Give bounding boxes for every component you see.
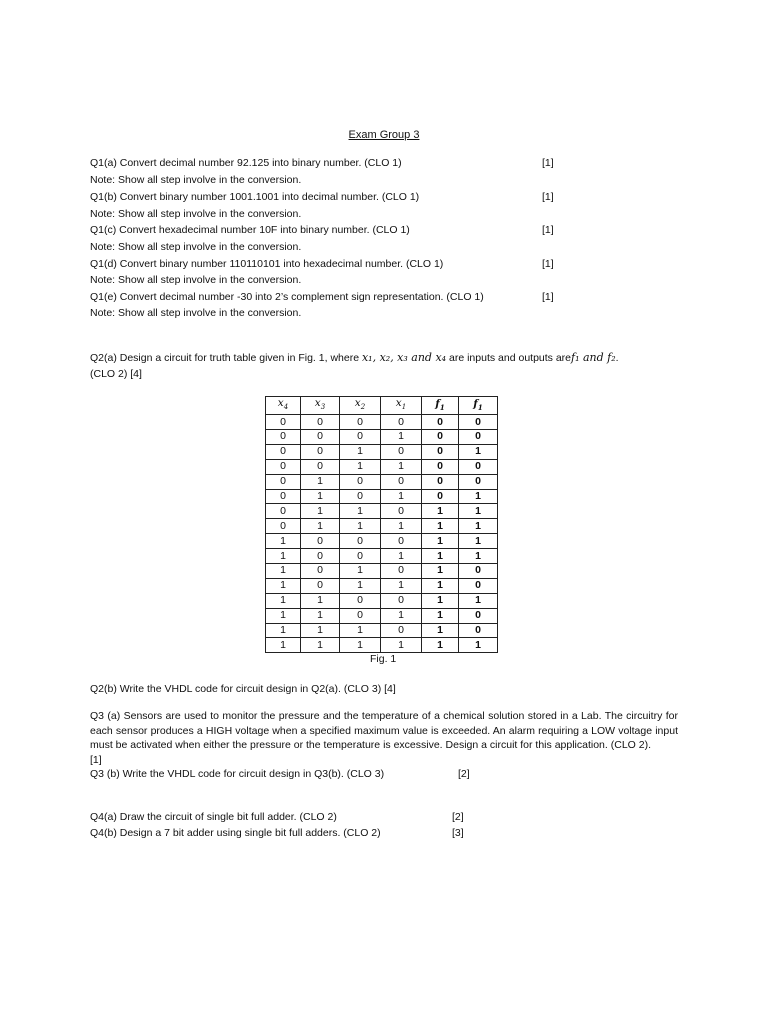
q4b-marks: [3]: [452, 827, 464, 839]
header-x2: [340, 397, 381, 415]
truth-table-cell: 1: [301, 593, 340, 608]
truth-table-cell: 1: [381, 459, 422, 474]
truth-table-header-row: [266, 397, 498, 415]
truth-table-cell: 0: [266, 459, 301, 474]
q1e-note: Note: Show all step involve in the conversion.: [90, 307, 302, 319]
truth-table-cell: 1: [301, 489, 340, 504]
truth-table-cell: 1: [301, 623, 340, 638]
truth-table-row: [266, 444, 498, 459]
truth-table-cell: 1: [301, 504, 340, 519]
truth-table-cell: 1: [422, 593, 459, 608]
truth-table-cell: 0: [340, 608, 381, 623]
truth-table-cell: 0: [459, 578, 498, 593]
q2a-line2: (CLO 2) [4]: [90, 368, 142, 380]
truth-table-cell: 0: [301, 564, 340, 579]
truth-table-cell: 0: [301, 534, 340, 549]
truth-table-cell: 1: [301, 474, 340, 489]
truth-table-cell: 1: [301, 608, 340, 623]
truth-table-cell: 1: [381, 489, 422, 504]
q1a-question: Q1(a) Convert decimal number 92.125 into binary number. (CLO 1): [90, 157, 402, 169]
truth-table-cell: 0: [381, 534, 422, 549]
header-f1-second: [459, 397, 498, 415]
truth-table-cell: 1: [422, 608, 459, 623]
q1d-marks: [1]: [542, 258, 554, 270]
truth-table-cell: 1: [266, 608, 301, 623]
truth-table-cell: 0: [381, 564, 422, 579]
truth-table-cell: 1: [266, 593, 301, 608]
truth-table-cell: 1: [340, 459, 381, 474]
truth-table-cell: 1: [459, 444, 498, 459]
truth-table-cell: 1: [266, 534, 301, 549]
truth-table-cell: 0: [381, 623, 422, 638]
truth-table-cell: 0: [266, 519, 301, 534]
truth-table-cell: 0: [301, 459, 340, 474]
header-x4: [266, 397, 301, 415]
truth-table-cell: 1: [340, 638, 381, 653]
truth-table-cell: 0: [266, 444, 301, 459]
q1a-marks: [1]: [542, 157, 554, 169]
truth-table-cell: 1: [266, 549, 301, 564]
truth-table-cell: 0: [422, 429, 459, 444]
truth-table-cell: 1: [459, 489, 498, 504]
q1a-note: Note: Show all step involve in the conversion.: [90, 174, 302, 186]
truth-table-row: [266, 608, 498, 623]
truth-table-cell: 1: [422, 578, 459, 593]
truth-table-cell: 1: [340, 519, 381, 534]
truth-table-cell: 1: [459, 519, 498, 534]
truth-table-cell: 0: [381, 444, 422, 459]
header-f1-text: $f_1$: [435, 397, 445, 412]
q1e-question: Q1(e) Convert decimal number -30 into 2’s complement sign representation. (CLO 1): [90, 291, 484, 303]
q4b-question: Q4(b) Design a 7 bit adder using single bit full adders. (CLO 2): [90, 827, 381, 839]
q2a-inputs: x₁, x₂, x₃ and x₄: [361, 351, 447, 364]
truth-table-row: [266, 415, 498, 430]
truth-table-cell: 0: [459, 459, 498, 474]
truth-table-cell: 0: [422, 444, 459, 459]
header-f1: [422, 397, 459, 415]
truth-table-cell: 1: [301, 519, 340, 534]
q1b-question: Q1(b) Convert binary number 1001.1001 into decimal number. (CLO 1): [90, 191, 420, 203]
truth-table-cell: 0: [340, 593, 381, 608]
q2a-prefix: Q2(a) Design a circuit for truth table given in Fig. 1, where: [90, 352, 362, 364]
truth-table-cell: 0: [381, 593, 422, 608]
truth-table-cell: 0: [266, 474, 301, 489]
truth-table-row: [266, 549, 498, 564]
q1c-marks: [1]: [542, 224, 554, 236]
truth-table-row: [266, 504, 498, 519]
truth-table-row: [266, 429, 498, 444]
truth-table-cell: 1: [340, 504, 381, 519]
truth-table-cell: 1: [459, 638, 498, 653]
truth-table-row: [266, 638, 498, 653]
truth-table-cell: 1: [381, 519, 422, 534]
q3a-question: [90, 709, 678, 767]
header-x3: [301, 397, 340, 415]
truth-table-cell: 0: [459, 623, 498, 638]
q2a-outputs: f₁ and f₂: [571, 351, 616, 364]
truth-table-row: [266, 474, 498, 489]
truth-table-cell: 1: [266, 623, 301, 638]
truth-table-row: [266, 459, 498, 474]
truth-table-cell: 0: [381, 474, 422, 489]
truth-table-cell: 1: [422, 549, 459, 564]
truth-table-row: [266, 564, 498, 579]
truth-table-cell: 0: [340, 429, 381, 444]
truth-table-cell: 0: [459, 474, 498, 489]
truth-table-cell: 0: [301, 429, 340, 444]
truth-table-cell: 1: [422, 534, 459, 549]
truth-table-cell: 0: [459, 415, 498, 430]
truth-table-cell: 1: [340, 564, 381, 579]
truth-table-cell: 1: [340, 578, 381, 593]
truth-table-cell: 0: [422, 474, 459, 489]
header-x2-text: $x_2$: [354, 397, 366, 412]
truth-table-cell: 1: [459, 504, 498, 519]
truth-table-cell: 0: [340, 474, 381, 489]
truth-table-cell: 1: [340, 444, 381, 459]
truth-table-cell: 1: [459, 534, 498, 549]
truth-table-cell: 1: [422, 519, 459, 534]
truth-table-cell: 1: [301, 638, 340, 653]
truth-table-cell: 0: [459, 564, 498, 579]
q1c-question: Q1(c) Convert hexadecimal number 10F into binary number. (CLO 1): [90, 224, 410, 236]
truth-table-cell: 1: [459, 549, 498, 564]
truth-table-row: [266, 578, 498, 593]
truth-table-cell: 0: [422, 415, 459, 430]
q1b-note: Note: Show all step involve in the conversion.: [90, 208, 302, 220]
truth-table-cell: 0: [340, 489, 381, 504]
q1b-marks: [1]: [542, 191, 554, 203]
truth-table-cell: 1: [381, 578, 422, 593]
truth-table-cell: 1: [340, 623, 381, 638]
truth-table-cell: 0: [340, 549, 381, 564]
truth-table-cell: 0: [459, 429, 498, 444]
q3a-text: Q3 (a) Sensors are used to monitor the pressure and the temperature of a chemical solution stored in a Lab. The circuitry for each sensor produces a HIGH voltage when a specified maximum value is exceeded. An alarm requiring a LOW voltage input must be activated when either the pressure or the temperature is excessive. Design a circuit for this application. (CLO 2).: [90, 710, 678, 751]
truth-table-cell: 0: [266, 504, 301, 519]
q1d-question: Q1(d) Convert binary number 110110101 into hexadecimal number. (CLO 1): [90, 258, 444, 270]
truth-table-cell: 0: [266, 415, 301, 430]
truth-table-cell: 1: [266, 564, 301, 579]
figure-caption: Fig. 1: [370, 653, 397, 665]
truth-table-cell: 1: [459, 593, 498, 608]
truth-table-cell: 0: [381, 504, 422, 519]
q2a-middle: are inputs and outputs are: [446, 352, 572, 364]
truth-table-cell: 1: [266, 638, 301, 653]
q3b-marks: [2]: [458, 768, 470, 780]
header-x1-text: $x_1$: [395, 397, 407, 412]
truth-table-cell: 0: [301, 444, 340, 459]
truth-table: [265, 396, 498, 653]
header-x1: [381, 397, 422, 415]
q4a-marks: [2]: [452, 811, 464, 823]
exam-title: Exam Group 3: [348, 129, 420, 141]
truth-table-cell: 0: [266, 489, 301, 504]
truth-table-cell: 0: [301, 578, 340, 593]
truth-table-cell: 1: [381, 608, 422, 623]
truth-table-cell: 1: [381, 638, 422, 653]
q3a-marks: [1]: [90, 753, 102, 766]
q1c-note: Note: Show all step involve in the conversion.: [90, 241, 302, 253]
truth-table-cell: 0: [381, 415, 422, 430]
truth-table-cell: 0: [301, 549, 340, 564]
truth-table-cell: 1: [422, 638, 459, 653]
q1d-note: Note: Show all step involve in the conversion.: [90, 274, 302, 286]
q4a-question: Q4(a) Draw the circuit of single bit full adder. (CLO 2): [90, 811, 337, 823]
truth-table-row: [266, 519, 498, 534]
truth-table-cell: 1: [422, 504, 459, 519]
truth-table-cell: 1: [381, 549, 422, 564]
truth-table-row: [266, 534, 498, 549]
truth-table-cell: 0: [340, 534, 381, 549]
truth-table-cell: 0: [301, 415, 340, 430]
header-f1-second-text: $f_1$: [473, 397, 483, 412]
truth-table-row: [266, 489, 498, 504]
q2a-question: [90, 350, 619, 382]
header-x3-text: $x_3$: [314, 397, 326, 412]
truth-table-cell: 0: [422, 489, 459, 504]
truth-table-cell: 0: [459, 608, 498, 623]
truth-table-cell: 1: [422, 623, 459, 638]
q2b-question: Q2(b) Write the VHDL code for circuit design in Q2(a). (CLO 3) [4]: [90, 683, 396, 695]
truth-table-cell: 1: [381, 429, 422, 444]
truth-table-cell: 0: [340, 415, 381, 430]
q3b-question: Q3 (b) Write the VHDL code for circuit design in Q3(b). (CLO 3): [90, 768, 385, 780]
q1e-marks: [1]: [542, 291, 554, 303]
truth-table-cell: 0: [422, 459, 459, 474]
truth-table-cell: 1: [422, 564, 459, 579]
truth-table-row: [266, 623, 498, 638]
q2a-end: .: [615, 352, 619, 364]
truth-table-cell: 0: [266, 429, 301, 444]
header-x4-text: $x_4$: [277, 397, 289, 412]
truth-table-cell: 1: [266, 578, 301, 593]
truth-table-row: [266, 593, 498, 608]
